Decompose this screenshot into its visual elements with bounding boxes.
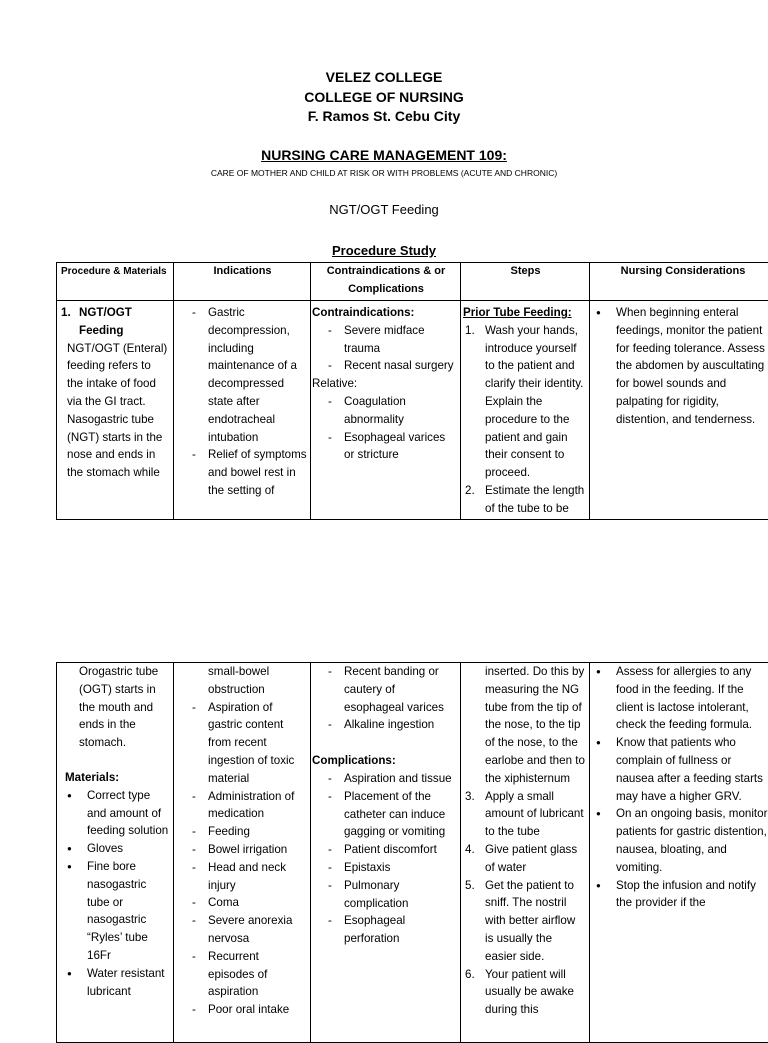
column-header: Nursing Considerations — [590, 263, 768, 301]
list-item: - Feeding — [186, 823, 307, 841]
list-item: ● Know that patients who complain of fullness or nausea after a feeding starts may have a higher GRV. — [594, 734, 768, 805]
list-item: - Pulmonary complication — [322, 877, 457, 913]
procedure-table-page1 — [56, 262, 768, 520]
contraindications-cell — [311, 301, 461, 520]
complications-heading: Complications: — [312, 752, 457, 770]
list-item: - Relief of symptoms and bowel rest in the setting of — [186, 446, 307, 499]
list-item: - Aspiration and tissue — [322, 770, 457, 788]
list-item: 1. Wash your hands, introduce yourself to the patient and clarify their identity. Explain the procedure to the patient and gain their consent to proceed. — [463, 322, 586, 482]
relative-heading: Relative: — [312, 375, 457, 393]
list-item: - Placement of the catheter can induce gagging or vomiting — [322, 788, 457, 841]
procedure-description: Orogastric tube (OGT) starts in the mouth and ends in the stomach. — [79, 663, 170, 752]
procedure-cell — [57, 301, 174, 520]
procedure-cell — [57, 663, 174, 1043]
list-item: - Administration of medication — [186, 788, 307, 824]
list-item: 2. Estimate the length of the tube to be — [463, 482, 586, 518]
college-address: F. Ramos St. Cebu City — [0, 107, 768, 127]
list-item: ● Correct type and amount of feeding solution — [65, 787, 170, 840]
topic-title: NGT/OGT Feeding — [0, 202, 768, 217]
list-item: - Esophageal varices or stricture — [322, 429, 457, 465]
list-item: - Coma — [186, 894, 307, 912]
list-item: 3. Apply a small amount of lubricant to the tube — [463, 788, 586, 841]
indications-cell — [174, 301, 311, 520]
column-header: Indications — [174, 263, 311, 301]
materials-heading: Materials: — [65, 769, 170, 787]
list-item: - Poor oral intake — [186, 1001, 307, 1019]
course-title: NURSING CARE MANAGEMENT 109: — [0, 146, 768, 166]
list-item: - Recent banding or cautery of esophageal varices — [322, 663, 457, 716]
list-item: - Severe anorexia nervosa — [186, 912, 307, 948]
steps-cell — [461, 663, 590, 1043]
steps-cell — [461, 301, 590, 520]
nursing-considerations-cell — [590, 663, 768, 1043]
list-item: 5. Get the patient to sniff. The nostril with better airflow is usually the easier side. — [463, 877, 586, 966]
list-item: - Patient discomfort — [322, 841, 457, 859]
indications-cell — [174, 663, 311, 1043]
list-item: ● On an ongoing basis, monitor patients for gastric distention, nausea, bloating, and vomiting. — [594, 805, 768, 876]
list-item: ● Water resistant lubricant — [65, 965, 170, 1001]
column-header: Procedure & Materials — [57, 263, 174, 301]
study-title: Procedure Study — [0, 243, 768, 258]
indication-continued: small-bowel obstruction — [178, 663, 307, 699]
procedure-description: - NGT/OGT (Enteral) feeding refers to the intake of food via the GI tract. Nasogastric tube (NGT) starts in the nose and ends in the stomach while — [57, 340, 171, 482]
column-header: Steps — [461, 263, 590, 301]
list-item: - Coagulation abnormality — [322, 393, 457, 429]
contra-heading: Contraindications: — [312, 304, 457, 322]
contraindications-cell — [311, 663, 461, 1043]
step-continued: inserted. Do this by measuring the NG tube from the tip of the nose, to the tip of the nose, to the earlobe and then to the xiphisternum — [463, 663, 586, 788]
list-item: ● Fine bore nasogastric tube or nasogastric “Ryles’ tube 16Fr — [65, 858, 170, 965]
list-item: - Severe midface trauma — [322, 322, 457, 358]
college-name: VELEZ COLLEGE — [0, 68, 768, 88]
list-item: ● When beginning enteral feedings, monitor the patient for feeding tolerance. Assess the abdomen by auscultating for bowel sounds and palpating for rigidity, distention, and tenderness. — [594, 304, 768, 429]
list-item: - Aspiration of gastric content from recent ingestion of toxic material — [186, 699, 307, 788]
list-item: 4. Give patient glass of water — [463, 841, 586, 877]
course-subtitle: CARE OF MOTHER AND CHILD AT RISK OR WITH PROBLEMS (ACUTE AND CHRONIC) — [0, 168, 768, 178]
list-item: - Alkaline ingestion — [322, 716, 457, 734]
list-item: ● Stop the infusion and notify the provider if the — [594, 877, 768, 913]
list-item: - Bowel irrigation — [186, 841, 307, 859]
list-item: - Epistaxis — [322, 859, 457, 877]
steps-heading: Prior Tube Feeding: — [463, 304, 586, 322]
list-item: - Recent nasal surgery — [322, 357, 457, 375]
procedure-title: 1. NGT/OGT Feeding — [61, 304, 170, 340]
list-item: - Gastric decompression, including maintenance of a decompressed state after endotracheal intubation — [186, 304, 307, 446]
list-item: 6. Your patient will usually be awake during this — [463, 966, 586, 1019]
nursing-considerations-cell — [590, 301, 768, 520]
column-header: Contraindications & or Complications — [311, 263, 461, 301]
list-item: - Recurrent episodes of aspiration — [186, 948, 307, 1001]
college-dept: COLLEGE OF NURSING — [0, 88, 768, 108]
list-item: ● Gloves — [65, 840, 170, 858]
procedure-table-page2 — [56, 662, 768, 1043]
list-item: ● Assess for allergies to any food in the feeding. If the client is lactose intolerant, check the feeding formula. — [594, 663, 768, 734]
list-item: - Esophageal perforation — [322, 912, 457, 948]
list-item: - Head and neck injury — [186, 859, 307, 895]
